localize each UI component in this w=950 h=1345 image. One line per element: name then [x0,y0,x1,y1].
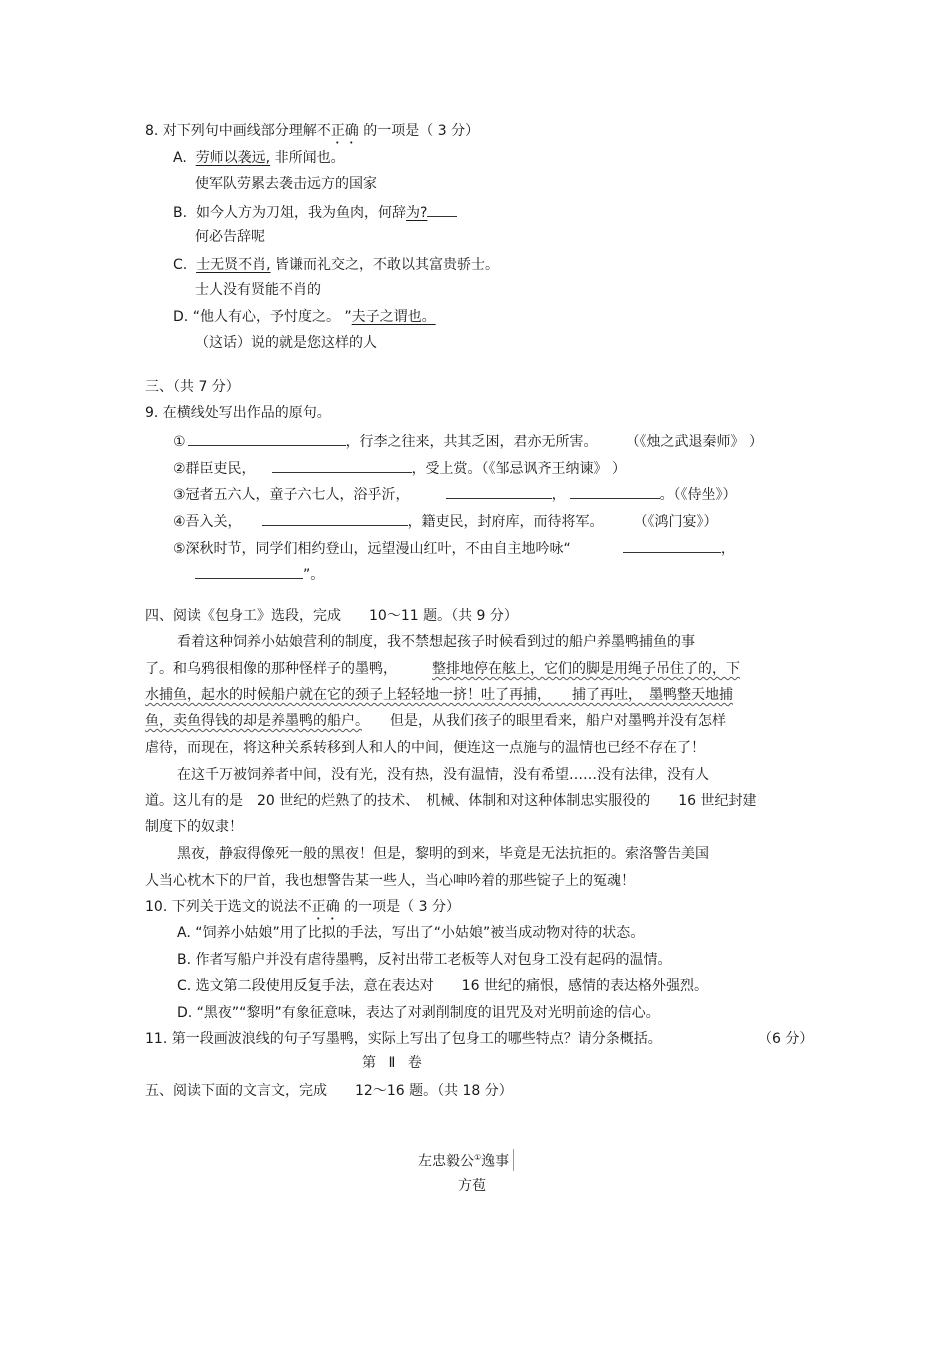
q8-option-c: C. 士无贤不肖, 皆谦而礼交之，不敢以其富贵骄士。 [173,257,500,273]
underlined-phrase: 士无贤不肖, [196,257,271,273]
section-5-heading: 五、阅读下面的文言文，完成 12～16 题。（共 18 分） [145,1083,513,1099]
q11-score: （6 分） [758,1031,814,1047]
footnote-marker: ① [474,1153,482,1162]
passage-para-2-line-2: 道。这儿有的是 20 世纪的烂熟了的技术、 机械、体制和对这种体制忠实服役的 16 世纪封建 [145,793,757,809]
q9-line-5: ⑤深秋时节，同学们相约登山，远望漫山红叶，不由自主地吟咏“ ， [173,538,735,558]
q8-stem: 8. 对下列句中画线部分理解不正确 的一项是（ 3 分） [145,123,480,139]
q10-option-b: B. 作者写船户并没有虐待墨鸭，反衬出带工老板等人对包身工没有起码的温情。 [177,952,672,968]
answer-blank[interactable] [446,484,552,499]
answer-blank[interactable] [272,458,412,473]
section-4-heading: 四、阅读《包身工》选段，完成 10～11 题。（共 9 分） [145,608,518,624]
wavy-underlined-sentence: 整排地停在舷上，它们的脚是用绳子吊住了的，下 [432,661,740,677]
q10-stem: 10. 下列关于选文的说法不正确 的一项是（ 3 分） [145,899,460,915]
q8-option-d-gloss: （这话）说的就是您这样的人 [195,335,377,351]
q10-option-d: D. “黑夜”“黎明”有象征意味，表达了对剥削制度的诅咒及对光明前途的信心。 [177,1005,660,1021]
q9-line-4: ④吾入关， ，籍吏民，封府库，而待将军。 （《鸿门宴》） [173,511,718,531]
passage-para-2-line-3: 制度下的奴隶！ [145,819,243,835]
passage-para-3-line-1: 黑夜，静寂得像死一般的黑夜！但是，黎明的到来，毕竟是无法抗拒的。索洛警告美国 [177,846,709,862]
answer-blank[interactable] [195,564,303,579]
answer-blank[interactable] [570,484,660,499]
q9-line-1: ① ，行李之往来，共其乏困，君亦无所害。 （《烛之武退秦师》 ） [173,431,763,451]
section-3-heading: 三、（共 7 分） [145,379,240,395]
answer-blank[interactable] [188,431,346,446]
wavy-underlined-sentence: 水捕鱼，起水的时候船户就在它的颈子上轻轻地一挤！吐了再捕， [145,687,544,703]
passage-para-1-line-2: 了。和乌鸦很相像的那种怪样子的墨鸭， 整排地停在舷上，它们的脚是用绳子吊住了的，下 [145,661,740,677]
answer-blank[interactable] [623,538,721,553]
q8-option-b: B. 如今人方为刀俎，我为鱼肉，何辞为? [173,202,457,222]
answer-blank[interactable] [262,511,408,526]
passage-para-1-line-5: 虐待，而现在，将这种关系转移到人和人的中间，便连这一点施与的温情也已经不存在了！ [145,740,705,756]
underline-extension [427,202,457,217]
wavy-underlined-sentence: 捕了再吐， 墨鸭整天地捕 [544,687,733,703]
q8-option-a-gloss: 使军队劳累去袭击远方的国家 [195,176,377,192]
q8-option-d: D. “他人有心，予忖度之。 ”夫子之谓也。 [173,309,436,325]
passage-para-1-line-3 [145,686,733,704]
q11-stem: 11. 第一段画波浪线的句子写墨鸭，实际上写出了包身工的哪些特点？请分条概括。 [145,1031,662,1047]
emphasis-dots: 正确 [330,123,359,139]
passage-para-1-line-4: 鱼，卖鱼得钱的却是养墨鸭的船户。 但是，从我们孩子的眼里看来，船户对墨鸭并没有怎样 [145,713,726,729]
passage-para-3-line-2: 人当心枕木下的尸首，我也想警告某一些人，当心呻吟着的那些锭子上的冤魂！ [145,873,635,889]
q8-option-c-gloss: 士人没有贤能不肖的 [195,282,321,298]
q8-option-a: A. 劳师以袭远, 非所闻也。 [173,150,345,166]
passage-para-1-line-1: 看着这种饲养小姑娘营利的制度，我不禁想起孩子时候看到过的船户养墨鸭捕鱼的事 [177,634,695,650]
passage-para-2-line-1: 在这千万被饲养者中间，没有光，没有热，没有温情，没有希望……没有法律，没有人 [177,767,709,783]
q9-stem: 9. 在横线处写出作品的原句。 [145,405,331,421]
volume-2-title: 第 Ⅱ 卷 [362,1055,426,1071]
underlined-phrase: 为? [405,205,428,221]
wavy-underlined-sentence: 鱼，卖鱼得钱的却是养墨鸭的船户。 [145,713,362,729]
q9-line-2: ②群臣吏民， ，受上赏。（《邹忌讽齐王纳谏》 ） [173,458,626,478]
emphasis-dots: 正确 [311,899,340,915]
q8-option-b-gloss: 何必告辞呢 [195,229,265,245]
underlined-phrase: 夫子之谓也。 [351,309,436,325]
classical-text-author: 方苞 [458,1178,486,1194]
q10-option-c: C. 选文第二段使用反复手法，意在表达对 16 世纪的痛恨，感情的表达格外强烈。 [177,978,708,994]
q9-line-6: ”。 [195,564,324,584]
underlined-phrase: 劳师以袭远, [195,150,271,166]
q10-option-a: A. “饲养小姑娘”用了比拟的手法，写出了“小姑娘”被当成动物对待的状态。 [177,925,645,941]
classical-text-title: 左忠毅公①逸事 [418,1149,514,1171]
q9-line-3: ③冠者五六人，童子六七人，浴乎沂， ， 。（《侍坐》） [173,484,737,504]
